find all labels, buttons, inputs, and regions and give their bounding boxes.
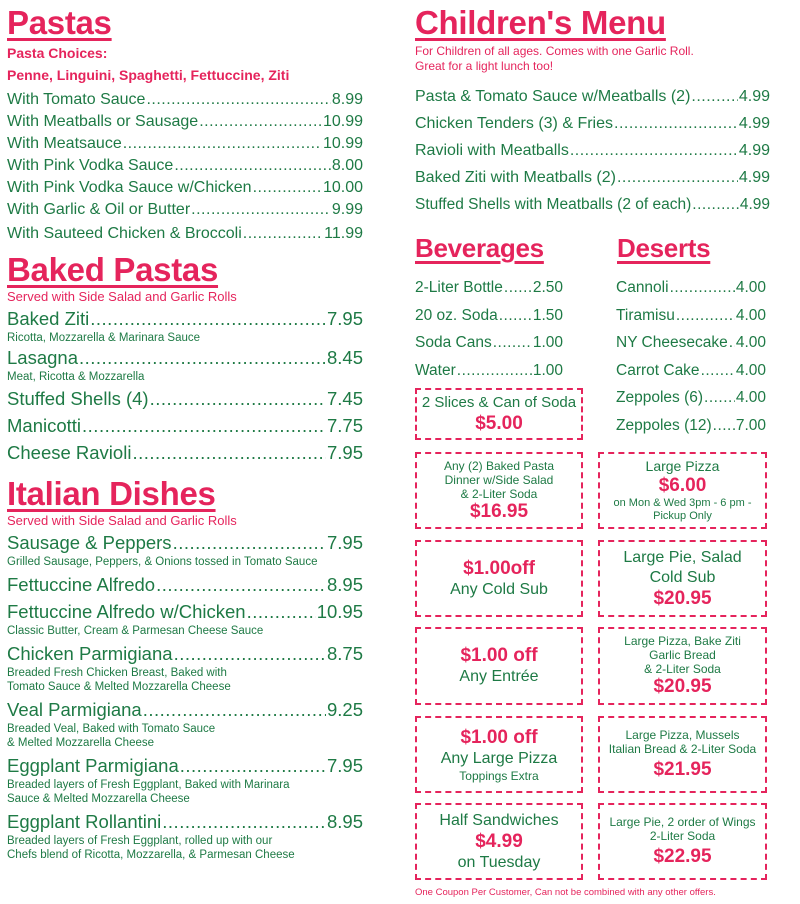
- coupon-line: Italian Bread & 2-Liter Soda: [608, 742, 757, 756]
- item-name: 20 oz. Soda: [415, 306, 498, 324]
- coupon-large-pizza: [598, 452, 767, 529]
- pastas-title: Pastas: [7, 4, 112, 41]
- item-description: Meat, Ricotta & Mozzarella: [7, 371, 145, 383]
- item-name: Water: [415, 361, 456, 379]
- baked-subtitle: Served with Side Salad and Garlic Rolls: [7, 289, 237, 304]
- coupon-price: $16.95: [469, 500, 529, 522]
- item-name: 2-Liter Bottle: [415, 279, 503, 296]
- item-price: 1.50: [532, 306, 563, 324]
- pastas-list: [7, 89, 363, 245]
- coupon-line: Pickup Only: [653, 510, 712, 522]
- coupon-baked-dinner: [415, 452, 583, 529]
- menu-item: [7, 199, 363, 221]
- item-name: Sausage & Peppers: [7, 532, 172, 553]
- coupon-line: 2-Liter Soda: [649, 829, 716, 843]
- menu-item: [7, 387, 363, 411]
- footer-note: One Coupon Per Customer, Can not be combined with any other offers.: [415, 887, 716, 898]
- coupon-line: Any Entrée: [459, 668, 539, 685]
- menu-item: [7, 177, 363, 199]
- menu-item: [7, 133, 363, 155]
- deserts-title: Deserts: [617, 233, 711, 263]
- coupon-line: on Mon & Wed 3pm - 6 pm -: [613, 497, 752, 509]
- item-price: 10.99: [322, 135, 363, 152]
- coupon-pie-salad: [598, 540, 767, 617]
- menu-item: [415, 83, 770, 110]
- item-name: Tiramisu: [616, 306, 675, 324]
- item-name: Stuffed Shells (4): [7, 388, 149, 409]
- menu-item: [7, 307, 363, 331]
- coupon-line: 2 Slices & Can of Soda: [421, 394, 577, 411]
- item-description: Breaded Veal, Baked with Tomato Sauce: [7, 723, 216, 735]
- menu-item: [415, 329, 563, 357]
- item-price: 8.45: [326, 347, 363, 368]
- coupon-slices-soda: [415, 388, 583, 440]
- coupon-line: & 2-Liter Soda: [460, 486, 538, 501]
- item-name: With Tomato Sauce: [7, 91, 146, 108]
- menu-item: [7, 698, 363, 722]
- coupon-price: $20.95: [653, 676, 712, 697]
- item-name: With Meatsauce: [7, 135, 122, 152]
- item-name: With Garlic & Oil or Butter: [7, 201, 191, 218]
- coupon-line: Cold Sub: [649, 568, 716, 586]
- item-description: Sauce & Melted Mozzarella Cheese: [7, 793, 190, 805]
- item-price: 4.00: [735, 361, 766, 379]
- coupon-line: Garlic Bread: [649, 648, 716, 662]
- item-price: 7.75: [326, 415, 363, 436]
- item-price: 1.00: [532, 361, 563, 379]
- item-price: 7.95: [326, 442, 363, 463]
- coupon-line: on Tuesday: [457, 853, 541, 871]
- menu-item: [616, 274, 766, 302]
- item-price: 8.95: [326, 811, 363, 832]
- coupon-price: $4.99: [475, 830, 523, 852]
- pasta-choices-label: Pasta Choices:: [7, 45, 108, 61]
- item-price: 11.99: [324, 225, 363, 242]
- coupon-entree-off: [415, 627, 583, 705]
- italian-subtitle: Served with Side Salad and Garlic Rolls: [7, 513, 237, 528]
- item-price: 7.00: [735, 416, 766, 434]
- item-name: Veal Parmigiana: [7, 699, 142, 720]
- item-name: With Meatballs or Sausage: [7, 113, 199, 130]
- item-price: 8.95: [326, 574, 363, 595]
- menu-item: [7, 531, 363, 555]
- item-name: Baked Ziti with Meatballs (2): [415, 169, 616, 186]
- item-name: Eggplant Rollantini: [7, 811, 162, 832]
- coupon-price: $21.95: [653, 759, 712, 780]
- coupon-price: $1.00 off: [460, 645, 538, 666]
- item-name: Baked Ziti: [7, 308, 90, 329]
- coupon-pie-wings: [598, 803, 767, 880]
- item-price: 4.00: [735, 306, 766, 324]
- menu-item: [415, 357, 563, 385]
- item-name: Stuffed Shells with Meatballs (2 of each): [415, 196, 692, 213]
- coupon-price: $5.00: [475, 413, 523, 434]
- item-price: 4.99: [738, 169, 770, 186]
- coupon-line: Toppings Extra: [459, 768, 539, 783]
- item-price: 9.25: [326, 699, 363, 720]
- coupon-cold-sub-off: [415, 540, 583, 617]
- menu-item: [7, 155, 363, 177]
- coupon-price: $6.00: [658, 475, 707, 496]
- menu-item: [415, 191, 770, 218]
- coupon-line: Any Large Pizza: [440, 749, 558, 767]
- item-description: Breaded layers of Fresh Eggplant, rolled up with our: [7, 835, 273, 847]
- item-description: Breaded layers of Fresh Eggplant, Baked with Marinara: [7, 779, 290, 791]
- menu-item: [7, 573, 363, 597]
- menu-item: [7, 111, 363, 133]
- item-description: & Melted Mozzarella Cheese: [7, 737, 155, 749]
- baked-list: [7, 307, 363, 465]
- coupon-pizza-mussels: [598, 716, 767, 793]
- menu-item: [7, 810, 363, 834]
- item-price: 1.00: [532, 334, 563, 351]
- item-price: 8.00: [331, 157, 363, 174]
- item-name: Fettuccine Alfredo w/Chicken: [7, 601, 246, 622]
- coupon-line: Half Sandwiches: [439, 811, 559, 829]
- menu-item: [7, 754, 363, 778]
- coupon-line: Large Pizza, Bake Ziti: [624, 634, 741, 648]
- menu-item: [616, 412, 766, 440]
- item-description: Grilled Sausage, Peppers, & Onions tossed in Tomato Sauce: [7, 556, 318, 568]
- item-name: Zeppoles (12): [616, 416, 712, 434]
- coupon-half-sandwiches: [415, 803, 583, 880]
- item-name: Eggplant Parmigiana: [7, 755, 179, 776]
- coupon-price: $1.00off: [463, 557, 535, 579]
- item-name: Manicotti: [7, 415, 82, 436]
- item-price: 2.50: [532, 279, 563, 296]
- childrens-list: [415, 83, 770, 218]
- item-price: 4.99: [738, 142, 770, 159]
- item-name: With Sauteed Chicken & Broccoli: [7, 225, 242, 242]
- coupon-pizza-ziti: [598, 627, 767, 705]
- coupon-line: Dinner w/Side Salad: [444, 472, 554, 487]
- menu-item: [7, 89, 363, 111]
- menu-item: [7, 414, 363, 438]
- menu-item: [616, 329, 766, 357]
- item-price: 8.99: [331, 91, 363, 108]
- item-name: Chicken Tenders (3) & Fries: [415, 115, 613, 132]
- coupon-line: Large Pie, Salad: [623, 548, 742, 566]
- item-price: 7.95: [326, 308, 363, 329]
- item-price: 8.75: [326, 643, 363, 664]
- item-name: Ravioli with Meatballs: [415, 142, 569, 159]
- item-description: Tomato Sauce & Melted Mozzarella Cheese: [7, 681, 231, 693]
- coupon-price: $22.95: [653, 846, 712, 867]
- item-price: 4.99: [738, 115, 770, 132]
- menu-item: [7, 600, 363, 624]
- childrens-menu-title: Children's Menu: [415, 4, 666, 41]
- item-name: Carrot Cake: [616, 361, 700, 379]
- item-name: Cannoli: [616, 279, 669, 296]
- menu-item: [415, 137, 770, 164]
- deserts-list: [616, 274, 766, 439]
- item-price: 10.95: [316, 601, 363, 622]
- item-name: Fettuccine Alfredo: [7, 574, 156, 595]
- item-name: With Pink Vodka Sauce: [7, 157, 174, 174]
- coupon-line: Large Pizza: [645, 458, 720, 474]
- childrens-note: Great for a light lunch too!: [415, 59, 554, 73]
- item-name: With Pink Vodka Sauce w/Chicken: [7, 179, 252, 196]
- coupon-line: Large Pie, 2 order of Wings: [609, 815, 756, 829]
- coupon-line: Any (2) Baked Pasta: [443, 458, 555, 473]
- item-price: 4.99: [738, 88, 770, 105]
- item-name: Cheese Ravioli: [7, 442, 132, 463]
- item-description: Ricotta, Mozzarella & Marinara Sauce: [7, 332, 201, 344]
- coupon-price: $20.95: [653, 587, 712, 609]
- right-column: [415, 4, 770, 218]
- item-price: 7.95: [326, 755, 363, 776]
- item-price: 4.00: [735, 279, 766, 296]
- item-price: 4.00: [735, 334, 766, 351]
- menu-item: [7, 642, 363, 666]
- item-price: 7.45: [326, 388, 363, 409]
- item-name: NY Cheesecake: [616, 334, 728, 351]
- item-price: 7.95: [326, 532, 363, 553]
- item-price: 10.99: [322, 113, 363, 130]
- item-name: Soda Cans: [415, 334, 492, 351]
- item-price: 4.00: [735, 389, 766, 406]
- menu-item: [7, 223, 363, 245]
- coupon-price: $1.00 off: [460, 726, 538, 748]
- beverages-list: [415, 274, 563, 384]
- item-description: Classic Butter, Cream & Parmesan Cheese Sauce: [7, 625, 264, 637]
- coupon-large-pizza-off: [415, 716, 583, 793]
- menu-item: [616, 357, 766, 385]
- menu-item: [616, 302, 766, 330]
- pasta-choices: Penne, Linguini, Spaghetti, Fettuccine, Ziti: [7, 67, 290, 83]
- item-name: Lasagna: [7, 347, 78, 368]
- baked-pastas-title: Baked Pastas: [7, 251, 219, 288]
- left-column: [7, 4, 363, 862]
- item-description: Chefs blend of Ricotta, Mozzarella, & Parmesan Cheese: [7, 849, 295, 861]
- item-description: Breaded Fresh Chicken Breast, Baked with: [7, 667, 227, 679]
- beverages-title: Beverages: [415, 233, 544, 263]
- menu-item: [7, 441, 363, 465]
- coupon-line: Any Cold Sub: [450, 580, 548, 598]
- italian-dishes-title: Italian Dishes: [7, 475, 216, 512]
- menu-item: [616, 384, 766, 412]
- menu-item: [415, 302, 563, 330]
- item-name: Pasta & Tomato Sauce w/Meatballs (2): [415, 88, 691, 105]
- coupon-line: Large Pizza, Mussels: [625, 728, 740, 742]
- item-name: Chicken Parmigiana: [7, 643, 173, 664]
- item-price: 9.99: [331, 201, 363, 218]
- coupon-line: & 2-Liter Soda: [644, 662, 721, 676]
- menu-item: [415, 164, 770, 191]
- item-name: Zeppoles (6): [616, 389, 704, 406]
- item-price: 4.99: [739, 196, 770, 213]
- childrens-note: For Children of all ages. Comes with one Garlic Roll.: [415, 44, 694, 58]
- menu-item: [7, 346, 363, 370]
- item-price: 10.00: [322, 179, 363, 196]
- menu-item: [415, 110, 770, 137]
- menu-item: [415, 274, 563, 302]
- italian-list: [7, 531, 363, 862]
